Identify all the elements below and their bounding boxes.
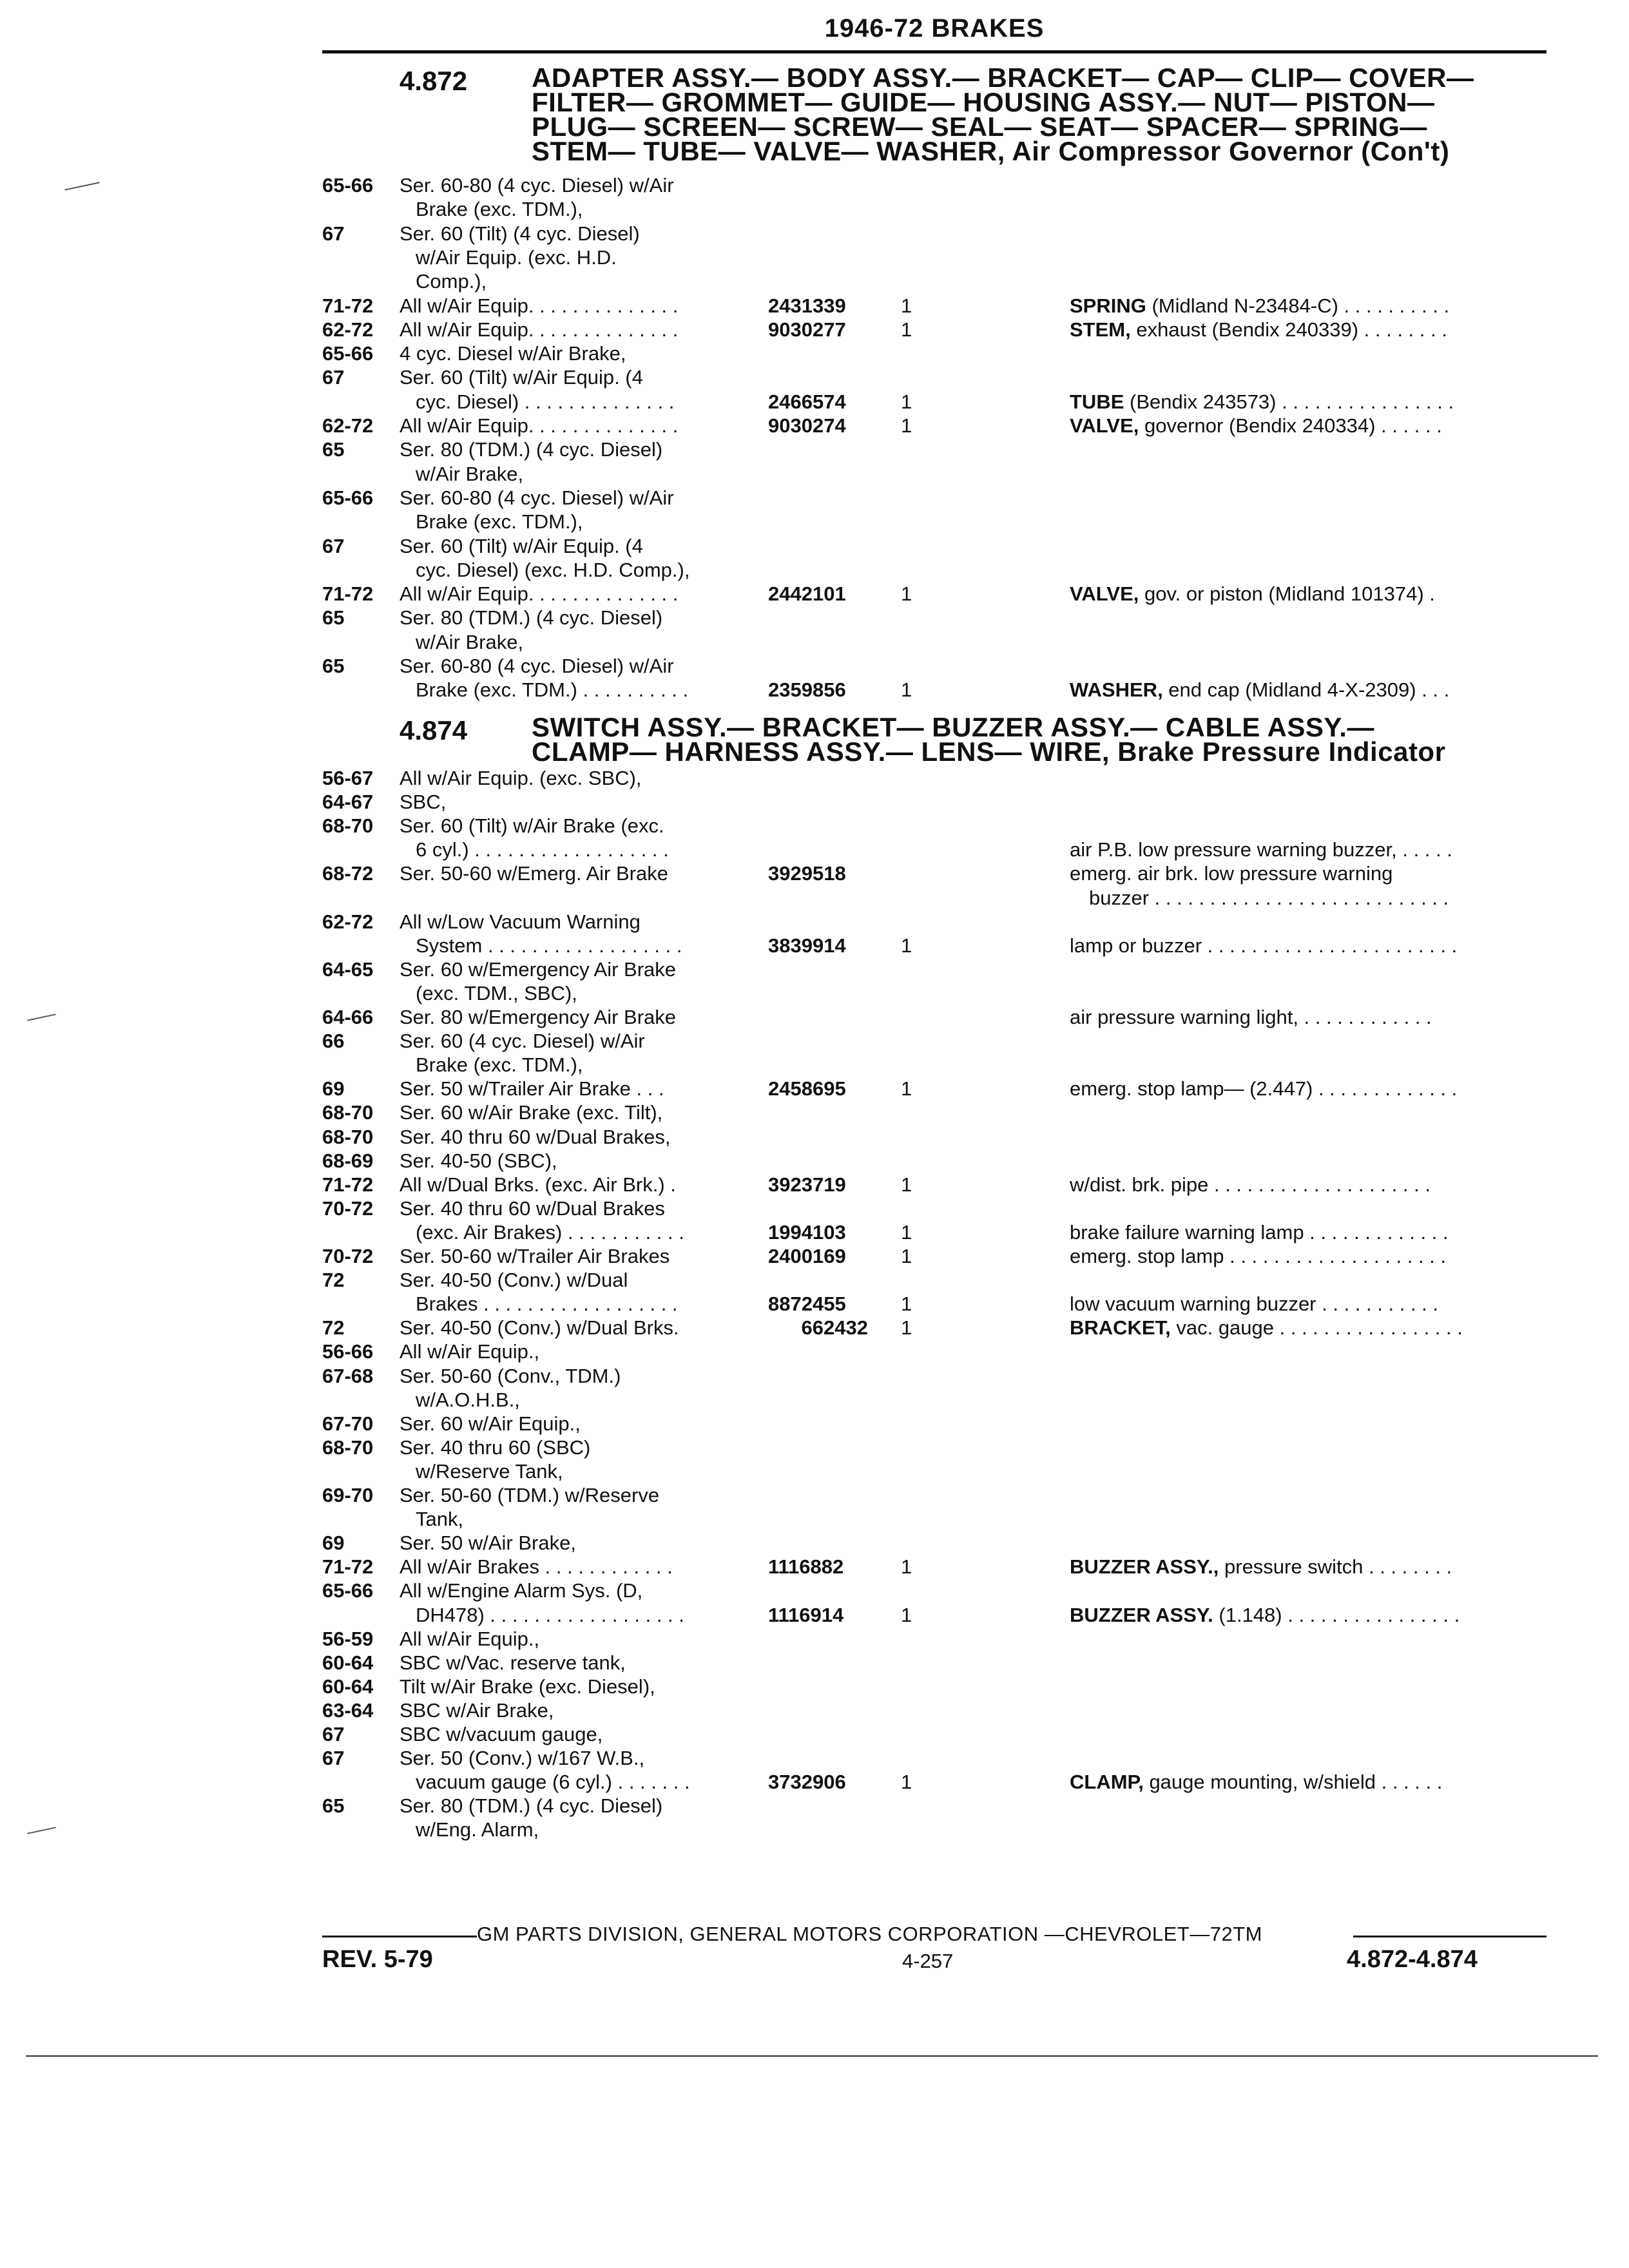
application-description: Ser. 80 (TDM.) (4 cyc. Diesel) xyxy=(400,438,663,461)
table-row xyxy=(0,1389,1629,1412)
table-row xyxy=(0,1460,1629,1483)
scan-edge-line xyxy=(26,2055,1598,2057)
application-description: Ser. 50-60 w/Emerg. Air Brake xyxy=(400,862,668,885)
application-description: Ser. 60 (Tilt) w/Air Equip. (4 xyxy=(400,534,643,557)
table-row xyxy=(0,1508,1629,1531)
year-range: 65 xyxy=(322,606,345,629)
year-range: 65-66 xyxy=(322,1579,374,1602)
application-description: Ser. 40-50 (Conv.) w/Dual Brks. xyxy=(400,1316,679,1340)
section-number: 4.874 xyxy=(400,715,468,745)
table-row xyxy=(0,1555,1629,1579)
quantity: 1 xyxy=(901,1293,912,1316)
year-range: 67-70 xyxy=(322,1412,374,1435)
page-header: 1946-72 BRAKES xyxy=(824,14,1045,43)
application-description: All w/Low Vacuum Warning xyxy=(400,910,641,933)
application-description: Ser. 80 (TDM.) (4 cyc. Diesel) xyxy=(400,1794,663,1818)
footer-org: GM PARTS DIVISION, GENERAL MOTORS CORPORATION —CHEVROLET—72TM xyxy=(477,1923,1263,1945)
part-detail: vac. gauge . . . . . . . . . . . . . . . . . xyxy=(1170,1316,1463,1340)
year-range: 68-70 xyxy=(322,1101,374,1124)
table-row xyxy=(0,814,1629,838)
section-title-line: CLAMP— HARNESS ASSY.— LENS— WIRE, Brake Pressure Indicator xyxy=(532,736,1446,767)
part-number: 2359856 xyxy=(768,678,846,702)
part-detail: emerg. stop lamp . . . . . . . . . . . . . . . . . . . . xyxy=(1070,1245,1447,1267)
part-description xyxy=(1070,1555,1534,1579)
part-detail: pressure switch . . . . . . . . xyxy=(1219,1555,1452,1579)
application-description: Ser. 60 (Tilt) (4 cyc. Diesel) xyxy=(400,222,640,245)
footer-page-number: 4-257 xyxy=(902,1950,954,1972)
year-range: 68-70 xyxy=(322,1125,374,1148)
application-description: w/Reserve Tank, xyxy=(416,1459,563,1483)
year-range: 56-59 xyxy=(322,1627,374,1650)
table-row xyxy=(0,1532,1629,1555)
section-number: 4.872 xyxy=(400,66,468,96)
table-row xyxy=(0,294,1629,318)
application-description: SBC, xyxy=(400,791,447,814)
table-row xyxy=(0,1101,1629,1124)
table-row xyxy=(0,1723,1629,1746)
section-title-line: SWITCH ASSY.— BRACKET— BUZZER ASSY.— CABLE ASSY.— xyxy=(532,712,1374,742)
table-row xyxy=(0,1436,1629,1459)
table-row xyxy=(0,887,1629,910)
year-range: 65 xyxy=(322,655,345,677)
application-description: Ser. 40-50 (SBC), xyxy=(400,1149,557,1172)
table-row xyxy=(0,767,1629,790)
year-range: 67 xyxy=(322,222,345,245)
part-description xyxy=(1070,294,1534,318)
application-description: Brake (exc. TDM.), xyxy=(416,1053,583,1077)
quantity: 1 xyxy=(901,1771,912,1794)
part-detail: air pressure warning light, . . . . . . . . . . . . xyxy=(1070,1006,1432,1028)
application-description: Ser. 50-60 (TDM.) w/Reserve xyxy=(400,1484,660,1506)
table-row xyxy=(0,1006,1629,1029)
table-row xyxy=(0,535,1629,558)
part-number: 8872455 xyxy=(768,1293,846,1316)
part-description xyxy=(1089,887,1553,910)
application-description: DH478) . . . . . . . . . . . . . . . . . . xyxy=(416,1603,684,1626)
table-row xyxy=(0,582,1629,606)
quantity: 1 xyxy=(901,1316,912,1340)
table-row xyxy=(0,1077,1629,1100)
part-detail: w/dist. brk. pipe . . . . . . . . . . . . . . . . . . . . xyxy=(1070,1173,1431,1196)
table-row xyxy=(0,1221,1629,1244)
application-description: (exc. TDM., SBC), xyxy=(416,981,577,1004)
year-range: 65 xyxy=(322,438,345,461)
year-range: 69 xyxy=(322,1532,345,1555)
part-number: 1116882 xyxy=(768,1555,844,1579)
year-range: 72 xyxy=(322,1316,345,1340)
table-row xyxy=(0,198,1629,221)
part-detail: lamp or buzzer . . . . . . . . . . . . . . . . . . . . . . . xyxy=(1070,934,1458,957)
quantity: 1 xyxy=(901,414,912,437)
application-description: Brake (exc. TDM.), xyxy=(416,198,583,221)
part-detail: end cap (Midland 4-X-2309) . . . xyxy=(1162,678,1450,702)
table-row xyxy=(0,1747,1629,1770)
part-detail: gov. or piston (Midland 101374) . xyxy=(1139,582,1435,606)
part-description xyxy=(1070,1006,1534,1029)
table-row xyxy=(0,486,1629,510)
year-range: 60-64 xyxy=(322,1651,374,1674)
application-description: All w/Air Equip. . . . . . . . . . . . . . xyxy=(400,414,679,437)
application-description: Ser. 40-50 (Conv.) w/Dual xyxy=(400,1269,628,1292)
application-description: SBC w/Air Brake, xyxy=(400,1698,554,1722)
quantity: 1 xyxy=(901,934,912,957)
table-row xyxy=(0,982,1629,1005)
application-description: All w/Air Brakes . . . . . . . . . . . . xyxy=(400,1555,673,1579)
part-detail: buzzer . . . . . . . . . . . . . . . . . . . . . . . . . . . xyxy=(1089,886,1449,909)
table-row xyxy=(0,1771,1629,1794)
part-name: STEM, xyxy=(1070,318,1131,341)
part-number: 3929518 xyxy=(768,862,846,885)
part-description xyxy=(1070,318,1534,341)
application-description: (exc. Air Brakes) . . . . . . . . . . . xyxy=(416,1220,684,1244)
part-description xyxy=(1070,582,1534,606)
application-description: All w/Air Equip., xyxy=(400,1340,540,1363)
table-row xyxy=(0,1604,1629,1627)
year-range: 71-72 xyxy=(322,294,374,317)
table-row xyxy=(0,1245,1629,1268)
part-name: SPRING xyxy=(1070,294,1146,317)
application-description: Tank, xyxy=(416,1508,464,1531)
quantity: 1 xyxy=(901,294,912,317)
application-description: w/Air Equip. (exc. H.D. xyxy=(416,245,617,269)
part-number: 2431339 xyxy=(768,294,846,317)
part-detail: emerg. air brk. low pressure warning xyxy=(1070,862,1393,885)
part-name: VALVE, xyxy=(1070,414,1139,437)
part-description xyxy=(1070,390,1534,414)
application-description: cyc. Diesel) . . . . . . . . . . . . . . xyxy=(416,390,675,413)
part-number: 1994103 xyxy=(768,1220,846,1244)
year-range: 71-72 xyxy=(322,1555,374,1579)
table-row xyxy=(0,559,1629,582)
part-number: 2400169 xyxy=(768,1245,846,1267)
application-description: Ser. 60 w/Air Brake (exc. Tilt), xyxy=(400,1101,663,1124)
application-description: Ser. 80 w/Emergency Air Brake xyxy=(400,1006,677,1028)
part-description xyxy=(1070,1245,1534,1268)
part-description xyxy=(1070,838,1534,861)
application-description: Ser. 60 (Tilt) w/Air Equip. (4 xyxy=(400,366,643,389)
table-row xyxy=(0,1412,1629,1436)
part-number: 3732906 xyxy=(768,1771,846,1794)
application-description: 6 cyl.) . . . . . . . . . . . . . . . . . . xyxy=(416,838,669,861)
part-detail: governor (Bendix 240334) . . . . . . xyxy=(1139,414,1442,437)
year-range: 67-68 xyxy=(322,1364,374,1387)
part-description xyxy=(1070,934,1534,957)
year-range: 68-69 xyxy=(322,1149,374,1172)
application-description: Ser. 60 (Tilt) w/Air Brake (exc. xyxy=(400,814,664,838)
part-description xyxy=(1070,1604,1534,1627)
quantity: 1 xyxy=(901,678,912,702)
part-description xyxy=(1070,1221,1534,1244)
table-row xyxy=(0,1675,1629,1698)
application-description: SBC w/vacuum gauge, xyxy=(400,1723,603,1745)
part-name: VALVE, xyxy=(1070,582,1139,606)
application-description: cyc. Diesel) (exc. H.D. Comp.), xyxy=(416,558,690,581)
application-description: Ser. 50 w/Trailer Air Brake . . . xyxy=(400,1077,664,1100)
part-detail: (1.148) . . . . . . . . . . . . . . . . xyxy=(1213,1603,1460,1626)
year-range: 69 xyxy=(322,1077,345,1100)
part-name: TUBE xyxy=(1070,390,1124,413)
table-row xyxy=(0,1197,1629,1220)
year-range: 65 xyxy=(322,1794,345,1818)
table-row xyxy=(0,1579,1629,1602)
year-range: 65-66 xyxy=(322,486,374,509)
part-number: 2466574 xyxy=(768,390,846,413)
part-detail: air P.B. low pressure warning buzzer, . . . . . xyxy=(1070,838,1452,861)
application-description: Brake (exc. TDM.) . . . . . . . . . . xyxy=(416,678,689,702)
section-title-line: STEM— TUBE— VALVE— WASHER, Air Compressor Governor (Con't) xyxy=(532,136,1450,166)
application-description: All w/Engine Alarm Sys. (D, xyxy=(400,1579,643,1602)
application-description: Ser. 80 (TDM.) (4 cyc. Diesel) xyxy=(400,606,663,629)
quantity: 1 xyxy=(901,1555,912,1579)
year-range: 68-70 xyxy=(322,814,374,838)
footer-section-range: 4.872-4.874 xyxy=(1347,1946,1478,1973)
part-detail: gauge mounting, w/shield . . . . . . xyxy=(1143,1771,1443,1794)
year-range: 67 xyxy=(322,366,345,389)
part-number: 1116914 xyxy=(768,1603,844,1626)
section-title xyxy=(532,712,1572,767)
application-description: Ser. 50-60 w/Trailer Air Brakes xyxy=(400,1245,670,1267)
year-range: 70-72 xyxy=(322,1196,374,1220)
table-row xyxy=(0,174,1629,197)
year-range: 65-66 xyxy=(322,342,374,365)
year-range: 60-64 xyxy=(322,1675,374,1698)
table-row xyxy=(0,463,1629,486)
part-name: BUZZER ASSY. xyxy=(1070,1603,1213,1626)
application-description: Ser. 40 thru 60 w/Dual Brakes xyxy=(400,1196,665,1220)
year-range: 62-72 xyxy=(322,318,374,341)
application-description: All w/Air Equip. . . . . . . . . . . . . . xyxy=(400,582,679,606)
application-description: Ser. 60-80 (4 cyc. Diesel) w/Air xyxy=(400,174,674,197)
table-row xyxy=(0,958,1629,981)
table-row xyxy=(0,862,1629,885)
quantity: 1 xyxy=(901,390,912,413)
year-range: 62-72 xyxy=(322,414,374,437)
year-range: 71-72 xyxy=(322,582,374,606)
part-number: 3839914 xyxy=(768,934,846,957)
table-row xyxy=(0,1316,1629,1340)
year-range: 70-72 xyxy=(322,1245,374,1267)
part-description xyxy=(1070,678,1534,702)
footer-revision: REV. 5-79 xyxy=(322,1946,433,1973)
year-range: 67 xyxy=(322,1747,345,1770)
year-range: 56-67 xyxy=(322,767,374,789)
footer-rule-right xyxy=(1353,1936,1547,1937)
part-detail: brake failure warning lamp . . . . . . . . . . . . . xyxy=(1070,1220,1449,1244)
application-description: SBC w/Vac. reserve tank, xyxy=(400,1651,626,1674)
part-number: 2458695 xyxy=(768,1077,846,1100)
table-row xyxy=(0,1651,1629,1675)
year-range: 64-67 xyxy=(322,791,374,814)
table-row xyxy=(0,510,1629,533)
table-row xyxy=(0,1365,1629,1388)
part-description xyxy=(1070,1077,1534,1100)
table-row xyxy=(0,1030,1629,1053)
table-row xyxy=(0,1794,1629,1818)
table-row xyxy=(0,678,1629,702)
application-description: Ser. 40 thru 60 (SBC) xyxy=(400,1436,591,1459)
year-range: 56-66 xyxy=(322,1340,374,1363)
section-title-line: FILTER— GROMMET— GUIDE— HOUSING ASSY.— NUT— PISTON— xyxy=(532,87,1435,117)
application-description: vacuum gauge (6 cyl.) . . . . . . . xyxy=(416,1771,690,1794)
table-row xyxy=(0,1340,1629,1363)
table-row xyxy=(0,655,1629,678)
year-range: 68-72 xyxy=(322,862,374,885)
table-row xyxy=(0,1149,1629,1173)
application-description: Ser. 50 w/Air Brake, xyxy=(400,1532,576,1555)
section-title-line: ADAPTER ASSY.— BODY ASSY.— BRACKET— CAP— CLIP— COVER— xyxy=(532,62,1474,93)
section-title xyxy=(532,62,1572,166)
application-description: Comp.), xyxy=(416,270,487,293)
part-detail: (Midland N-23484-C) . . . . . . . . . . xyxy=(1146,294,1450,317)
year-range: 63-64 xyxy=(322,1698,374,1722)
table-row xyxy=(0,246,1629,269)
application-description: w/Eng. Alarm, xyxy=(416,1818,539,1841)
table-row xyxy=(0,910,1629,934)
part-number: 662432 xyxy=(801,1316,868,1340)
table-row xyxy=(0,791,1629,814)
table-row xyxy=(0,342,1629,365)
year-range: 64-65 xyxy=(322,957,374,981)
table-row xyxy=(0,838,1629,861)
quantity: 1 xyxy=(901,1220,912,1244)
application-description: w/Air Brake, xyxy=(416,630,524,653)
part-detail: emerg. stop lamp— (2.447) . . . . . . . . . . . . . xyxy=(1070,1077,1458,1100)
application-description: Ser. 60-80 (4 cyc. Diesel) w/Air xyxy=(400,655,674,677)
application-description: Ser. 40 thru 60 w/Dual Brakes, xyxy=(400,1125,671,1148)
year-range: 62-72 xyxy=(322,910,374,933)
table-row xyxy=(0,1628,1629,1651)
part-number: 3923719 xyxy=(768,1173,846,1196)
part-description xyxy=(1070,414,1534,437)
table-row xyxy=(0,270,1629,293)
table-row xyxy=(0,390,1629,414)
table-row xyxy=(0,631,1629,654)
part-description xyxy=(1070,1771,1534,1794)
header-rule xyxy=(322,50,1547,53)
section-title-line: PLUG— SCREEN— SCREW— SEAL— SEAT— SPACER— SPRING— xyxy=(532,111,1427,142)
part-description xyxy=(1070,1173,1534,1196)
table-row xyxy=(0,1126,1629,1149)
table-row xyxy=(0,1269,1629,1292)
table-row xyxy=(0,1699,1629,1722)
table-row xyxy=(0,1484,1629,1507)
table-row xyxy=(0,222,1629,245)
application-description: Ser. 60 w/Air Equip., xyxy=(400,1412,581,1435)
application-description: All w/Air Equip., xyxy=(400,1627,540,1650)
application-description: Brakes . . . . . . . . . . . . . . . . . . xyxy=(416,1293,678,1316)
part-name: WASHER, xyxy=(1070,678,1163,702)
quantity: 1 xyxy=(901,1173,912,1196)
table-row xyxy=(0,438,1629,461)
table-row xyxy=(0,606,1629,629)
part-description xyxy=(1070,1316,1534,1340)
application-description: Ser. 50 (Conv.) w/167 W.B., xyxy=(400,1747,645,1770)
quantity: 1 xyxy=(901,1603,912,1626)
table-row xyxy=(0,1173,1629,1196)
part-description xyxy=(1070,862,1534,885)
part-name: CLAMP, xyxy=(1070,1771,1144,1794)
application-description: System . . . . . . . . . . . . . . . . . . xyxy=(416,934,682,957)
quantity: 1 xyxy=(901,318,912,341)
application-description: Ser. 60 (4 cyc. Diesel) w/Air xyxy=(400,1030,645,1053)
table-row xyxy=(0,1818,1629,1841)
table-row xyxy=(0,934,1629,957)
application-description: Ser. 50-60 (Conv., TDM.) xyxy=(400,1364,621,1387)
application-description: w/A.O.H.B., xyxy=(416,1388,520,1411)
part-name: BUZZER ASSY., xyxy=(1070,1555,1219,1579)
part-detail: low vacuum warning buzzer . . . . . . . . . . . xyxy=(1070,1293,1438,1316)
quantity: 1 xyxy=(901,1077,912,1100)
application-description: w/Air Brake, xyxy=(416,462,524,485)
application-description: Brake (exc. TDM.), xyxy=(416,510,583,533)
quantity: 1 xyxy=(901,1245,912,1267)
application-description: Ser. 60 w/Emergency Air Brake xyxy=(400,957,677,981)
year-range: 71-72 xyxy=(322,1173,374,1196)
part-number: 9030274 xyxy=(768,414,846,437)
year-range: 65-66 xyxy=(322,174,374,197)
part-number: 2442101 xyxy=(768,582,846,606)
year-range: 68-70 xyxy=(322,1436,374,1459)
year-range: 67 xyxy=(322,1723,345,1745)
application-description: Tilt w/Air Brake (exc. Diesel), xyxy=(400,1675,655,1698)
application-description: 4 cyc. Diesel w/Air Brake, xyxy=(400,342,626,365)
part-detail: exhaust (Bendix 240339) . . . . . . . . xyxy=(1130,318,1447,341)
table-row xyxy=(0,414,1629,437)
year-range: 72 xyxy=(322,1269,345,1292)
application-description: All w/Dual Brks. (exc. Air Brk.) . xyxy=(400,1173,676,1196)
table-row xyxy=(0,1293,1629,1316)
application-description: All w/Air Equip. (exc. SBC), xyxy=(400,767,642,789)
part-name: BRACKET, xyxy=(1070,1316,1171,1340)
part-number: 9030277 xyxy=(768,318,846,341)
table-row xyxy=(0,366,1629,389)
quantity: 1 xyxy=(901,582,912,606)
part-description xyxy=(1070,1293,1534,1316)
part-detail: (Bendix 243573) . . . . . . . . . . . . . . . . xyxy=(1124,390,1454,413)
application-description: All w/Air Equip. . . . . . . . . . . . . . xyxy=(400,294,679,317)
application-description: All w/Air Equip. . . . . . . . . . . . . . xyxy=(400,318,679,341)
table-row xyxy=(0,1053,1629,1077)
year-range: 64-66 xyxy=(322,1006,374,1028)
year-range: 69-70 xyxy=(322,1484,374,1506)
table-row xyxy=(0,318,1629,341)
year-range: 67 xyxy=(322,534,345,557)
footer-rule-left xyxy=(322,1936,477,1937)
application-description: Ser. 60-80 (4 cyc. Diesel) w/Air xyxy=(400,486,674,509)
year-range: 66 xyxy=(322,1030,345,1053)
